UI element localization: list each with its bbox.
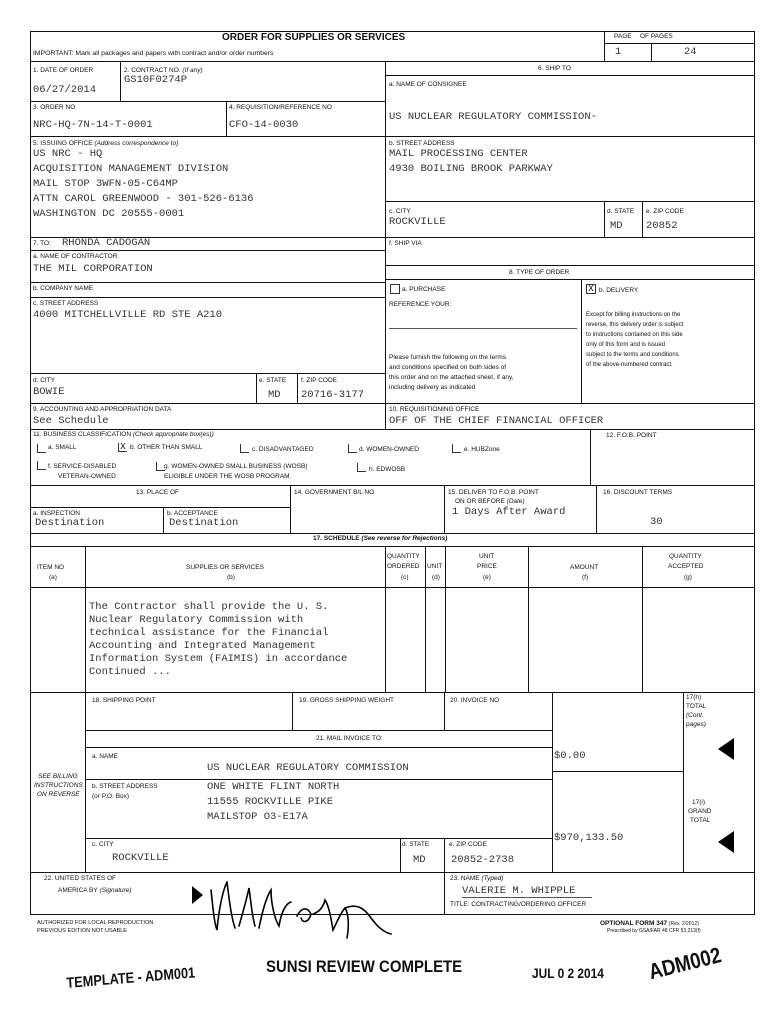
invoice-street-line: ONE WHITE FLINT NORTH [207, 781, 340, 793]
delivery-date: 1 Days After Award [452, 506, 566, 518]
invoice-state-label: d. STATE [402, 841, 430, 848]
wosb-label: g. WOMEN-OWNED SMALL BUSINESS (WOSB) [164, 463, 308, 470]
form-number: OPTIONAL FORM 347 (Rev. 2/2012) [600, 920, 699, 927]
requisition-no-label: 4. REQUISITION/REFERENCE NO [229, 104, 332, 111]
edwosb-checkbox[interactable] [357, 463, 366, 472]
discount-terms: 30 [650, 516, 663, 528]
form-title: ORDER FOR SUPPLIES OR SERVICES [222, 32, 406, 43]
arrow-left-icon [718, 831, 734, 853]
of-pages-label: OF PAGES [640, 33, 673, 40]
issuing-office-label: 5. ISSUING OFFICE (Address correspondence to) [33, 140, 179, 147]
template-stamp: TEMPLATE - ADM001 [66, 964, 196, 992]
date-of-order-label: 1. DATE OF ORDER [33, 67, 94, 74]
invoice-city-label: c. CITY [92, 841, 114, 848]
arrow-left-icon [718, 738, 734, 760]
col-unit: UNIT [427, 563, 443, 570]
see-billing-line: ON REVERSE [37, 791, 80, 798]
other-than-small-checkbox[interactable]: X [118, 443, 127, 452]
contractor-state: MD [268, 389, 281, 401]
schedule-title: 17. SCHEDULE (See reverse for Rejections) [313, 535, 448, 542]
date-of-order: 06/27/2014 [33, 84, 97, 96]
col-supplies: SUPPLIES OR SERVICES [186, 564, 264, 571]
invoice-street-note: (or P.O. Box) [92, 793, 130, 800]
col-quantity-accepted-1: QUANTITY [669, 553, 702, 560]
company-label: b. COMPANY NAME [33, 285, 94, 292]
invoice-street-line: 11555 ROCKVILLE PIKE [207, 796, 334, 808]
requisition-no: CFO-14-0030 [229, 119, 299, 131]
total-cont-label: pages) [686, 721, 706, 728]
veteran-owned-label: VETERAN-OWNED [58, 473, 116, 480]
shipping-point-label: 18. SHIPPING POINT [92, 697, 156, 704]
contract-no-label: 2. CONTRACT NO. (If any) [124, 67, 203, 74]
contractor-name: THE MIL CORPORATION [33, 263, 153, 275]
mail-invoice-label: 21. MAIL INVOICE TO: [316, 735, 383, 742]
purchase-checkbox[interactable] [390, 284, 400, 294]
ship-zip: 20852 [646, 220, 678, 232]
fob-point-label: 12. F.O.B. POINT [606, 432, 657, 439]
delivery-label: b. DELIVERY [599, 287, 639, 294]
review-date-stamp: JUL 0 2 2014 [532, 965, 604, 981]
to-name: RHONDA CADOGAN [62, 237, 151, 249]
purchase-terms-line: and conditions specified on both sides of [389, 364, 507, 371]
invoice-state: MD [413, 854, 426, 866]
adm-stamp: ADM002 [646, 942, 724, 985]
purchase-terms-line: this order and on the attached sheet, if any, [389, 374, 514, 381]
important-notice: IMPORTANT: Mark all packages and papers with contract and/or order numbers [33, 50, 274, 57]
service-disabled-label: f. SERVICE-DISABLED [48, 463, 117, 470]
service-disabled-checkbox[interactable] [37, 461, 46, 470]
requisitioning-office: OFF OF THE CHIEF FINANCIAL OFFICER [389, 415, 604, 427]
col-quantity: QUANTITY [387, 553, 420, 560]
contractor-street: 4000 MITCHELLVILLE RD STE A210 [33, 309, 223, 321]
delivery-terms-line: to instructions contained on this side [586, 332, 683, 338]
authorized-reproduction: AUTHORIZED FOR LOCAL REPRODUCTION [37, 920, 154, 926]
issuing-office-line: ACQUISITION MANAGEMENT DIVISION [33, 163, 229, 175]
purchase-label: a. PURCHASE [402, 286, 446, 293]
col-ordered: ORDERED [387, 563, 420, 570]
signature-label: AMERICA BY (Signature) [58, 887, 132, 894]
inspection-label: a. INSPECTION [33, 510, 80, 517]
disadvantaged-label: c. DISADVANTAGED [252, 446, 314, 453]
ship-street-line: 4930 BOILING BROOK PARKWAY [389, 163, 553, 175]
issuing-office-line: US NRC - HQ [33, 148, 103, 160]
issuing-office-line: WASHINGTON DC 20555-0001 [33, 208, 185, 220]
contracting-officer-signature [205, 868, 410, 944]
see-billing-line: SEE BILLING [38, 773, 78, 780]
total-cont-label: (Cont. [686, 712, 704, 719]
reference-label: REFERENCE YOUR: [389, 301, 452, 308]
purchase-terms-line: including delivery as indicated [389, 384, 476, 391]
to-label: 7. TO: [33, 240, 51, 247]
deliver-fob-label: 15. DELIVER TO F.O.B. POINT [448, 489, 539, 496]
col-unit-sub: (d) [432, 574, 440, 581]
invoice-street-line: MAILSTOP O3-E17A [207, 811, 308, 823]
issuing-office-line: MAIL STOP 3WFN-05-C64MP [33, 178, 178, 190]
women-owned-label: d. WOMEN-OWNED [359, 446, 419, 453]
col-quantity-sub: (c) [401, 574, 409, 581]
prescribed-by: Prescribed by GSA/FAR 48 CFR 53.213(f) [607, 928, 701, 934]
other-than-small-label: b. OTHER THAN SMALL [130, 444, 203, 451]
invoice-no-label: 20. INVOICE NO [450, 697, 500, 704]
acceptance-label: b. ACCEPTANCE [167, 510, 218, 517]
schedule-description-line: Continued ... [89, 666, 171, 678]
delivery-checkbox[interactable]: X [586, 284, 596, 294]
col-item-no: ITEM NO [37, 564, 65, 571]
delivery-terms-line: subject to the terms and conditions [586, 352, 679, 358]
small-checkbox[interactable] [37, 444, 46, 453]
us-america-label: 22. UNITED STATES OF [44, 875, 116, 882]
discount-terms-label: 16. DISCOUNT TERMS [603, 489, 673, 496]
requisitioning-office-label: 10. REQUISITIONING OFFICE [389, 406, 480, 413]
total-cont-pages-value: $0.00 [554, 750, 586, 762]
ship-city-label: c. CITY [389, 208, 411, 215]
hubzone-checkbox[interactable] [452, 444, 461, 453]
col-quantity-accepted-2: ACCEPTED [668, 563, 704, 570]
ship-street-label: b. STREET ADDRESS [389, 140, 455, 147]
sunsi-review-stamp: SUNSI REVIEW COMPLETE [266, 957, 463, 976]
ship-state-label: d. STATE [607, 208, 635, 215]
invoice-zip-label: e. ZIP CODE [449, 841, 487, 848]
hubzone-label: e. HUBZone [464, 446, 500, 453]
delivery-terms-line: of the above-numbered contract. [586, 362, 673, 368]
small-label: a. SMALL [48, 444, 77, 451]
consignee-name: US NUCLEAR REGULATORY COMMISSION- [389, 111, 597, 123]
see-billing-line: INSTRUCTIONS [34, 782, 83, 789]
total-pages: 24 [684, 46, 697, 58]
typed-name-label: 23. NAME (Typed) [450, 875, 504, 882]
col-amount: AMOUNT [570, 564, 599, 571]
contracting-officer-name: VALERIE M. WHIPPLE [462, 885, 576, 897]
contractor-state-label: e. STATE [259, 377, 287, 384]
ship-zip-label: e. ZIP CODE [646, 208, 684, 215]
ship-via-label: f. SHIP VIA [389, 240, 422, 247]
grand-total-label: GRAND [688, 808, 712, 815]
schedule-description-line: Accounting and Integrated Management [89, 640, 316, 652]
place-of-label: 13. PLACE OF [136, 489, 179, 496]
invoice-zip: 20852-2738 [451, 854, 515, 866]
total-cont-label: 17(h) [686, 694, 702, 701]
delivery-terms-line: Except for billing instructions on the [586, 312, 681, 318]
wosb-eligible-label: ELIGIBLE UNDER THE WOSB PROGRAM [164, 473, 290, 480]
disadvantaged-checkbox[interactable] [240, 444, 249, 453]
schedule-description-line: Information System (FAIMIS) in accordance [89, 653, 348, 665]
contractor-zip-label: f. ZIP CODE [301, 377, 337, 384]
invoice-name-label: a. NAME [92, 753, 119, 760]
page-label: PAGE [614, 33, 632, 40]
invoice-city: ROCKVILLE [112, 852, 169, 864]
gross-weight-label: 19. GROSS SHIPPING WEIGHT [299, 697, 394, 704]
schedule-description-line: The Contractor shall provide the U. S. [89, 601, 329, 613]
contractor-city-label: d. CITY [33, 377, 56, 384]
previous-edition: PREVIOUS EDITION NOT USABLE [37, 928, 128, 934]
total-cont-label: TOTAL [686, 703, 707, 710]
col-amount-sub: (f) [582, 574, 589, 581]
consignee-label: a. NAME OF CONSIGNEE [389, 81, 467, 88]
col-accepted-sub: (g) [684, 574, 692, 581]
ship-city: ROCKVILLE [389, 216, 446, 228]
ship-street-line: MAIL PROCESSING CENTER [389, 148, 528, 160]
inspection-place: Destination [35, 517, 105, 529]
delivery-terms-line: reverse, this delivery order is subject [586, 322, 684, 328]
grand-total-value: $970,133.50 [554, 832, 624, 844]
sign-here-arrow-icon [192, 886, 203, 904]
contractor-city: BOWIE [33, 386, 65, 398]
grand-total-label: 17(i) [692, 799, 706, 806]
women-owned-checkbox[interactable] [348, 444, 357, 453]
schedule-description-line: Nuclear Regulatory Commission with [89, 614, 304, 626]
col-unit-price-1: UNIT [479, 553, 495, 560]
col-unit-price-2: PRICE [477, 563, 497, 570]
officer-title: TITLE: CONTRACTING/ORDERING OFFICER [450, 901, 587, 908]
page-number: 1 [615, 46, 622, 58]
schedule-description-line: technical assistance for the Financial [89, 627, 329, 639]
order-no: NRC-HQ-7N-14-T-0001 [33, 119, 153, 131]
col-supplies-sub: (b) [227, 574, 235, 581]
contractor-zip: 20716-3177 [301, 389, 365, 401]
deliver-on-before-label: ON OR BEFORE (Date) [455, 498, 525, 505]
acceptance-place: Destination [169, 517, 239, 529]
business-class-label: 11. BUSINESS CLASSIFICATION (Check appropriate box(es)) [33, 431, 214, 438]
delivery-terms-line: only of this form and is issued [586, 342, 666, 348]
col-item-no-sub: (a) [49, 574, 57, 581]
purchase-terms-line: Please furnish the following on the terms [389, 354, 507, 361]
accounting-label: 9. ACCOUNTING AND APPROPRIATION DATA [33, 406, 172, 413]
accounting-value: See Schedule [33, 415, 109, 427]
order-no-label: 3. ORDER NO [33, 104, 76, 111]
ship-to-label: 6. SHIP TO [538, 65, 571, 72]
issuing-office-line: ATTN CAROL GREENWOOD - 301-526-6136 [33, 193, 254, 205]
bl-no-label: 14. GOVERNMENT B/L NO [294, 489, 375, 496]
col-price-sub: (e) [483, 574, 491, 581]
contractor-label: a. NAME OF CONTRACTOR [33, 253, 118, 260]
invoice-street-label: b. STREET ADDRESS [92, 783, 158, 790]
type-of-order-label: 8. TYPE OF ORDER [509, 269, 570, 276]
contractor-street-label: c. STREET ADDRESS [33, 300, 99, 307]
contract-no: GS10F0274P [124, 74, 188, 86]
grand-total-label: TOTAL [690, 817, 711, 824]
ship-state: MD [610, 220, 623, 232]
edwosb-label: h. EDWOSB [369, 466, 406, 473]
invoice-name: US NUCLEAR REGULATORY COMMISSION [207, 762, 409, 774]
